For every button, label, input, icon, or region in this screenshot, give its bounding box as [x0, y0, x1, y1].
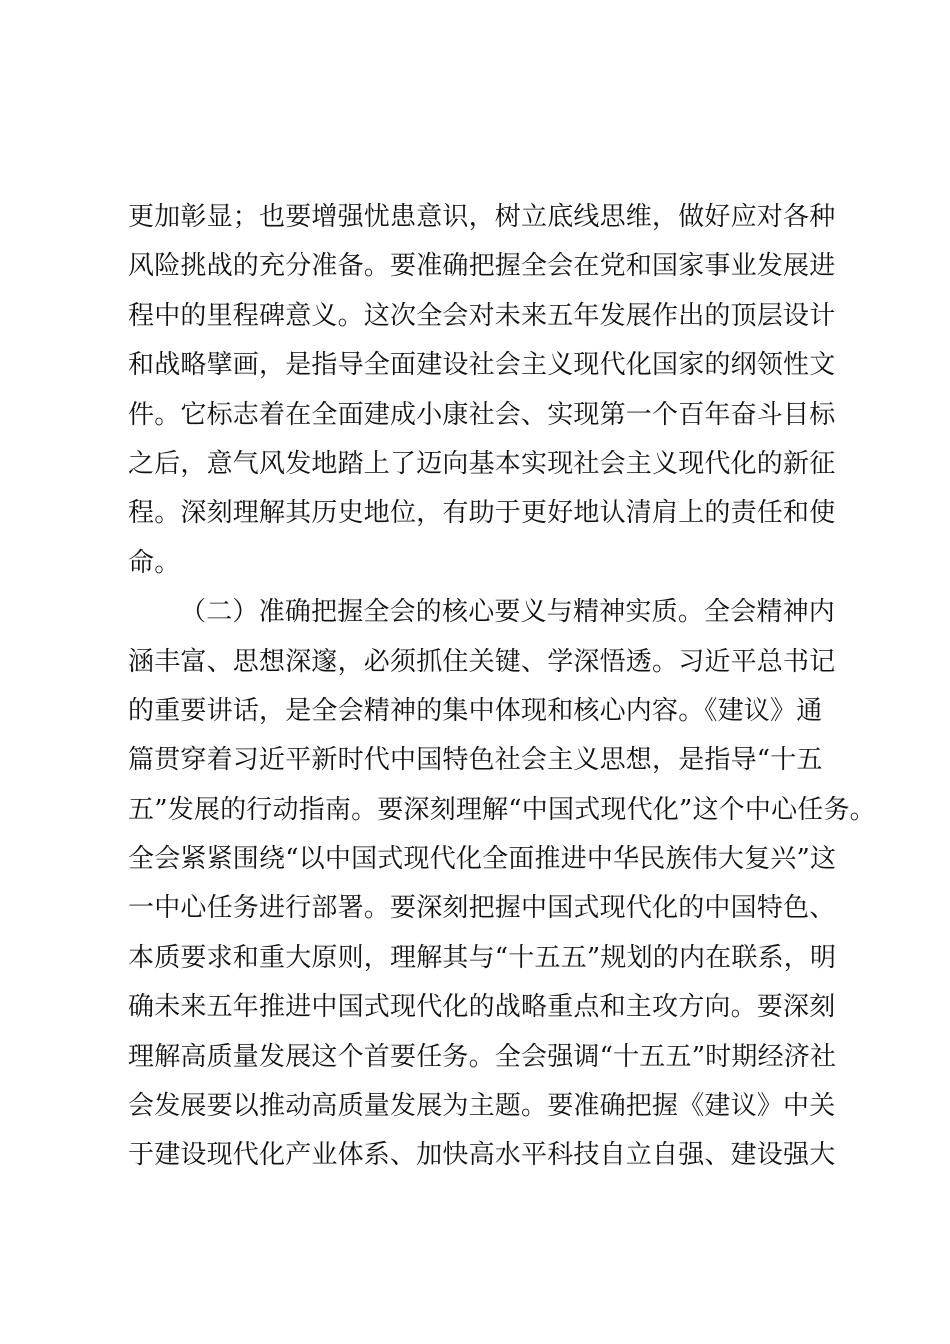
text-line: 一中心任务进行部署。要深刻把握中国式现代化的中国特色、 [128, 893, 836, 924]
body-text [128, 193, 876, 1181]
text-line: 确未来五年推进中国式现代化的战略重点和主攻方向。要深刻 [128, 992, 836, 1023]
text-line: 会发展要以推动高质量发展为主题。要准确把握《建议》中关 [128, 1091, 836, 1122]
text-line: 本质要求和重大原则，理解其与“十五五”规划的内在联系，明 [128, 942, 837, 973]
text-line: 命。 [128, 547, 181, 578]
text-line: 理解高质量发展这个首要任务。全会强调“十五五”时期经济社 [128, 1041, 837, 1072]
text-line: 之后，意气风发地踏上了迈向基本实现社会主义现代化的新征 [128, 448, 836, 479]
text-line: 程中的里程碑意义。这次全会对未来五年发展作出的顶层设计 [128, 300, 836, 331]
text-line: 程。深刻理解其历史地位，有助于更好地认清肩上的责任和使 [128, 498, 836, 529]
text-line: 和战略擘画，是指导全面建设社会主义现代化国家的纲领性文 [128, 350, 836, 381]
text-line: 的重要讲话，是全会精神的集中体现和核心内容。《建议》通 [128, 695, 823, 726]
text-line: 涵丰富、思想深邃，必须抓住关键、学深悟透。习近平总书记 [128, 646, 836, 677]
text-line: 更加彰显；也要增强忧患意识，树立底线思维，做好应对各种 [128, 202, 836, 232]
text-line: 全会紧紧围绕“以中国式现代化全面推进中华民族伟大复兴”这 [128, 844, 837, 875]
text-line: 于建设现代化产业体系、加快高水平科技自立自强、建设强大 [128, 1140, 836, 1171]
text-line: 件。它标志着在全面建成小康社会、实现第一个百年奋斗目标 [128, 399, 836, 430]
section-heading-line: （二）准确把握全会的核心要义与精神实质。全会精神内 [180, 597, 836, 628]
text-line: 五”发展的行动指南。要深刻理解“中国式现代化”这个中心任务。 [128, 794, 876, 825]
text-line: 风险挑战的充分准备。要准确把握全会在党和国家事业发展进 [128, 251, 836, 282]
text-line: 篇贯穿着习近平新时代中国特色社会主义思想，是指导“十五 [128, 745, 823, 776]
